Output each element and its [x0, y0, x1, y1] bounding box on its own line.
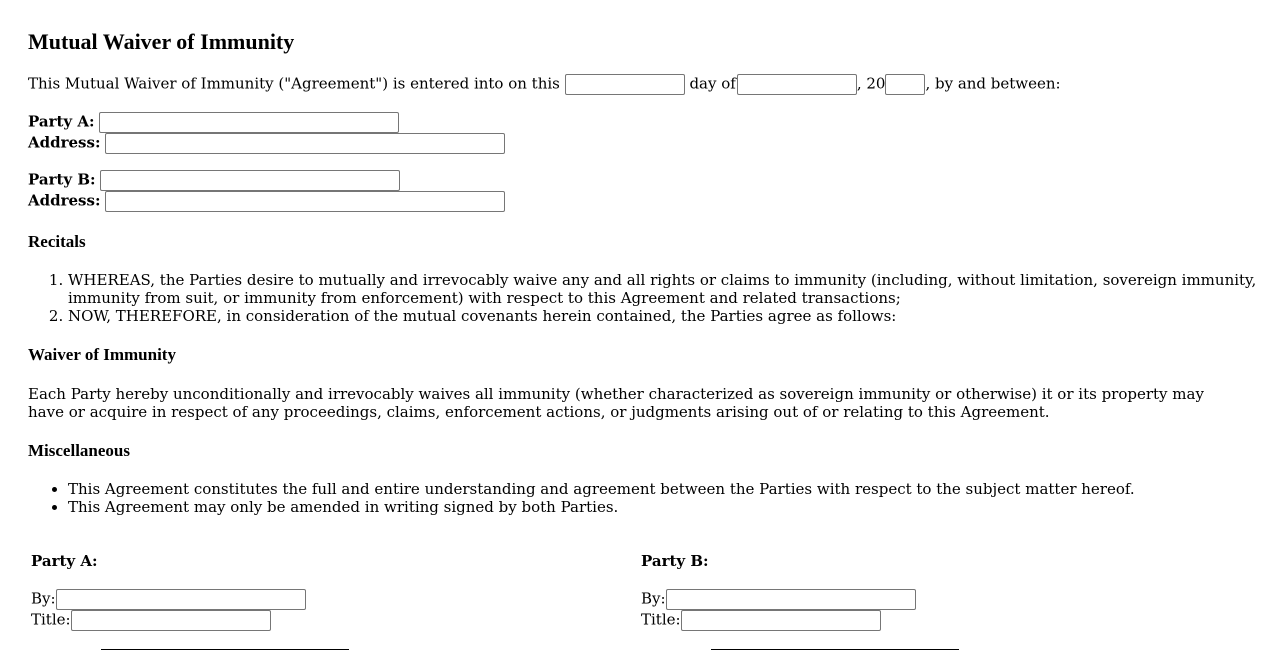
recital-item: 1. WHEREAS, the Parties desire to mutually and irrevocably waive any and all rights or claims to immunity (including, without limitation, sovereign immunity, immunity from suit, or immunity from enforcement) with respect to this Agreement and related transactions; — [68, 271, 1270, 307]
sig-b-title-label: Title: — [641, 610, 681, 629]
misc-list — [28, 480, 1270, 516]
document-title: Mutual Waiver of Immunity — [28, 29, 295, 54]
day-input[interactable] — [565, 74, 685, 95]
party-a-address-label: Address: — [28, 133, 101, 152]
intro-text-4: , by and between: — [925, 74, 1061, 93]
recital-item: 2. NOW, THEREFORE, in consideration of the mutual covenants herein contained, the Parties agree as follows: — [68, 307, 1270, 325]
misc-item: • This Agreement constitutes the full and entire understanding and agreement between the Parties with respect to the subject matter hereof. — [68, 480, 1270, 498]
party-b-address-label: Address: — [28, 191, 101, 210]
sig-party-b-label: Party B: — [641, 552, 709, 570]
sig-a-by-input[interactable] — [56, 589, 306, 610]
sig-b-title-row — [641, 610, 881, 631]
misc-item: • This Agreement may only be amended in writing signed by both Parties. — [68, 498, 1270, 516]
sig-b-title-input[interactable] — [681, 610, 881, 631]
sig-a-by-label: By: — [31, 589, 56, 608]
sig-party-a-label: Party A: — [31, 552, 98, 570]
sig-b-by-label: By: — [641, 589, 666, 608]
party-b-address-input[interactable] — [105, 191, 505, 212]
sig-a-title-row — [31, 610, 271, 631]
party-a-address-input[interactable] — [105, 133, 505, 154]
year-input[interactable] — [885, 74, 925, 95]
intro-text-2: day of — [689, 74, 736, 93]
party-b-address-row — [28, 191, 505, 212]
misc-heading: Miscellaneous — [28, 441, 130, 460]
party-b-label: Party B: — [28, 170, 96, 189]
sig-a-by-row — [31, 589, 306, 610]
sig-b-by-input[interactable] — [666, 589, 916, 610]
sig-a-title-label: Title: — [31, 610, 71, 629]
party-a-label: Party A: — [28, 112, 95, 131]
intro-paragraph — [28, 74, 1061, 95]
party-b-row — [28, 170, 400, 191]
waiver-heading: Waiver of Immunity — [28, 345, 176, 364]
sig-b-by-row — [641, 589, 916, 610]
party-a-name-input[interactable] — [99, 112, 399, 133]
party-a-row — [28, 112, 399, 133]
signature-block-party-b — [641, 552, 709, 629]
intro-text-3: , 20 — [856, 74, 886, 93]
recitals-heading: Recitals — [28, 232, 86, 251]
party-a-address-row — [28, 133, 505, 154]
sig-a-title-input[interactable] — [71, 610, 271, 631]
signature-block-party-a — [31, 552, 98, 629]
intro-text-1: This Mutual Waiver of Immunity ("Agreement") is entered into on this — [28, 74, 560, 93]
waiver-paragraph: Each Party hereby unconditionally and irrevocably waives all immunity (whether characterized as sovereign immunity or otherwise) it or its property may have or acquire in respect of any proceedings, claims, enforcement actions, or judgments arising out of or relating to this Agreement. — [28, 385, 1204, 421]
month-input[interactable] — [737, 74, 857, 95]
recitals-list — [28, 271, 1270, 325]
party-b-name-input[interactable] — [100, 170, 400, 191]
